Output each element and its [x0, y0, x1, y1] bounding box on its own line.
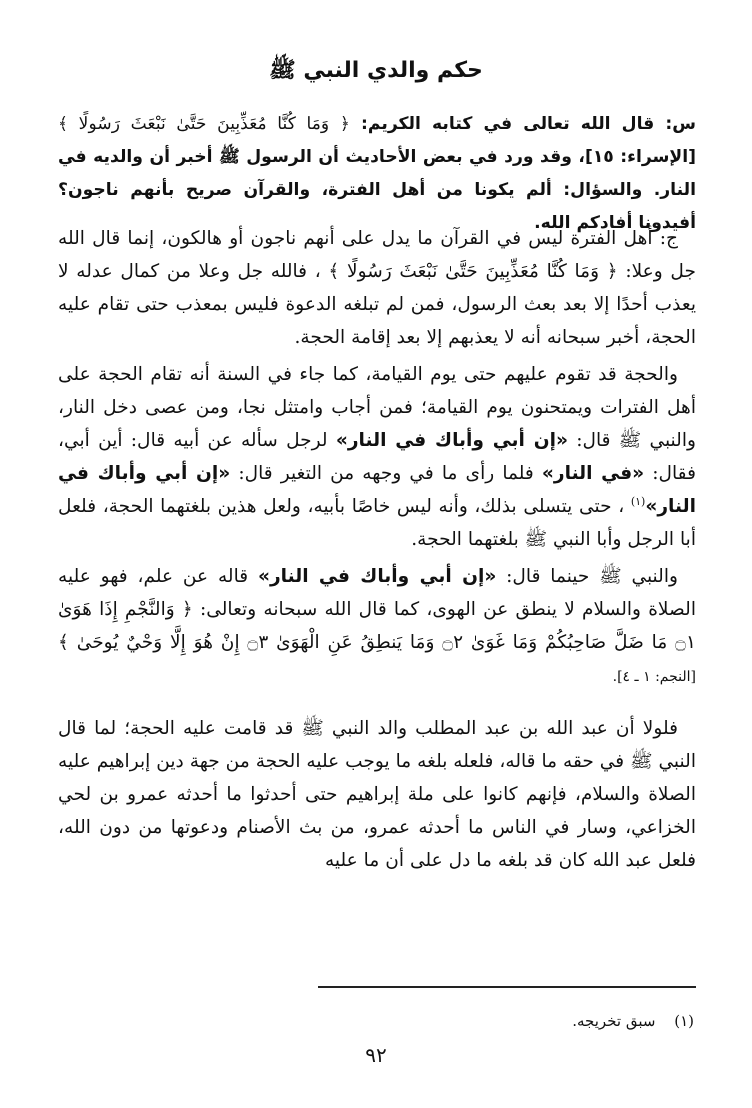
- footnote: [58, 1010, 694, 1032]
- answer-p3-text-b: قاله عن علم، فهو عليه الصلاة والسلام لا ينطق عن الهوى، كما قال الله سبحانه وتعالى:: [58, 566, 696, 620]
- answer-paragraph-3: [58, 560, 696, 694]
- answer-p3-verse: ﴿ وَالنَّجْمِ إِذَا هَوَىٰ ۝١ مَا ضَلَّ صَاحِبُكُمْ وَمَا غَوَىٰ ۝٢ وَمَا يَنطِقُ عَنِ الْهَوَىٰ ۝٣ إِنْ هُوَ إِلَّا وَحْيٌ يُوحَىٰ ﴾: [58, 599, 696, 653]
- footnote-text: سبق تخريجه.: [572, 1012, 656, 1030]
- hadith-quote-3: «إن أبي وأباك في النار»: [58, 463, 696, 517]
- answer-p1-text-a: ج: أهل الفترة ليس في القرآن ما يدل على أنهم ناجون أو هالكون، إنما قال الله جل وعلا:: [58, 228, 696, 282]
- answer-paragraph-2: [58, 358, 696, 556]
- answer-p2-text-a: والحجة قد تقوم عليهم حتى يوم القيامة، كما جاء في السنة أنه تقام الحجة على أهل الفترات ويمتحنون يوم القيامة؛ فمن أجاب وامتثل نجا، ومن عصى دخل النار، والنبي ﷺ قال:: [58, 364, 696, 451]
- page-title: حكم والدي النبي ﷺ: [269, 58, 483, 83]
- question-verse: ﴿ وَمَا كُنَّا مُعَذِّبِينَ حَتَّىٰ نَبْعَثَ رَسُولًا ﴾: [58, 114, 350, 134]
- footnote-marker: (١): [630, 494, 646, 508]
- footnote-number: (١): [674, 1012, 694, 1030]
- answer-p2-text-d: ، حتى يتسلى بذلك، وأنه ليس خاصًا بأبيه، ولعل هذين بلغتهما الحجة، فلعل أبا الرجل وأبا النبي ﷺ بلغتهما الحجة.: [58, 496, 696, 550]
- hadith-quote-1: «إن أبي وأباك في النار»: [335, 430, 568, 451]
- hadith-quote-4: «إن أبي وأباك في النار»: [257, 566, 497, 587]
- page-number: ٩٢: [365, 1043, 387, 1067]
- footnote-separator: [318, 986, 696, 988]
- question-rest: [الإسراء: ١٥]، وقد ورد في بعض الأحاديث أن الرسول ﷺ أخبر أن والديه في النار. والسؤال: ألم يكونا من أهل الفترة، والقرآن صريح بأنهم ناجون؟ أفيدونا أفادكم الله.: [58, 147, 696, 233]
- verse-citation: [النجم: ١ ـ ٤].: [612, 669, 696, 685]
- answer-block: [58, 222, 696, 877]
- answer-p1-verse: ﴿ وَمَا كُنَّا مُعَذِّبِينَ حَتَّىٰ نَبْعَثَ رَسُولًا ﴾: [328, 261, 618, 282]
- answer-p1-text-b: ، فالله جل وعلا من كمال عدله لا يعذب أحدًا إلا بعد بعث الرسول، فمن لم تبلغه الدعوة فليس بمعذب حتى تقام عليه الحجة، أخبر سبحانه أنه لا يعذبهم إلا بعد إقامة الحجة.: [58, 261, 696, 348]
- hadith-quote-2: «في النار»: [541, 463, 645, 484]
- answer-p2-text-c: فلما رأى ما في وجهه من التغير قال:: [238, 463, 534, 484]
- answer-paragraph-1: [58, 222, 696, 354]
- answer-p2-text-b: لرجل سأله عن أبيه قال: أين أبي، فقال:: [58, 430, 696, 484]
- answer-paragraph-4: فلولا أن عبد الله بن عبد المطلب والد النبي ﷺ قد قامت عليه الحجة؛ لما قال النبي ﷺ في حقه ما قاله، فلعله بلغه ما يوجب عليه الحجة من جهة دين إبراهيم عليه الصلاة والسلام، فإنهم كانوا على ملة إبراهيم حتى أحدثوا ما أحدثه عمرو بن لحي الخزاعي، وسار في الناس ما أحدثه عمرو، من بث الأصنام ودعوتها من دون الله، فلعل عبد الله كان قد بلغه ما دل على أن ما عليه: [58, 718, 696, 871]
- question-block: [58, 108, 696, 240]
- answer-p3-text-a: والنبي ﷺ حينما قال:: [506, 566, 678, 587]
- question-lead: س: قال الله تعالى في كتابه الكريم:: [361, 114, 697, 134]
